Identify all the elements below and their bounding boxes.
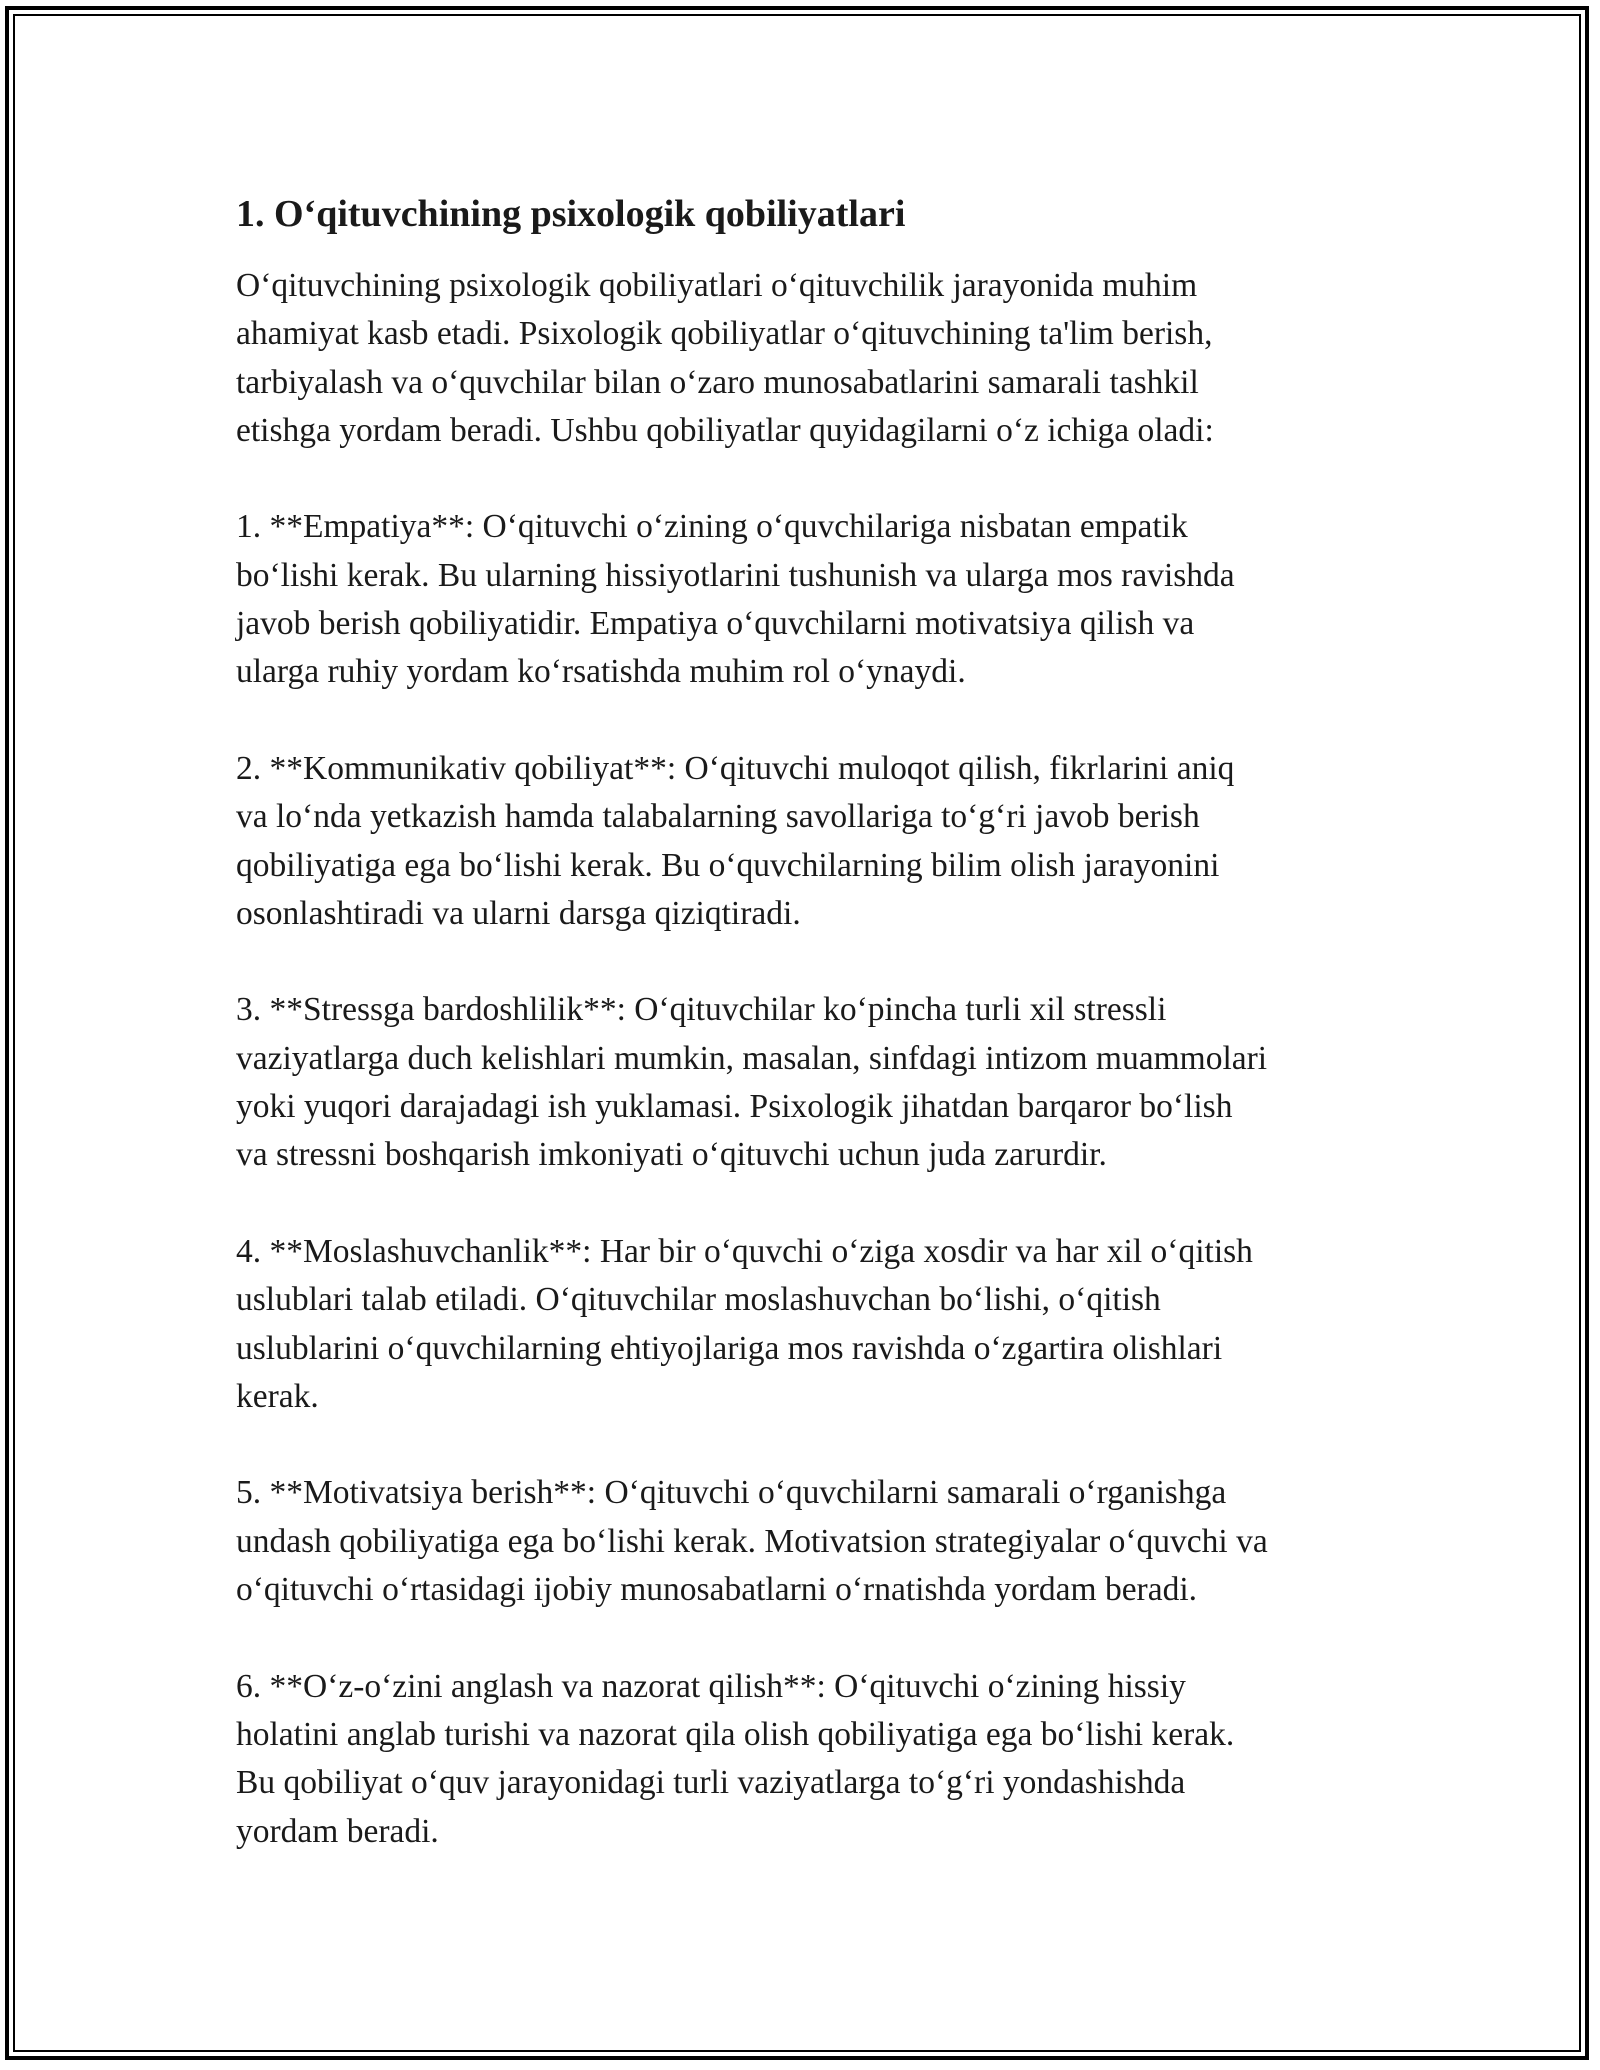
- text-line: osonlashtiradi va ularni darsga qiziqtiradi.: [236, 894, 801, 932]
- paragraph-spacer: [236, 697, 1376, 745]
- paragraph-spacer: [236, 1614, 1376, 1662]
- list-item-paragraph: [236, 1469, 1376, 1614]
- text-line: 3. **Stressga bardoshlilik**: O‘qituvchilar ko‘pincha turli xil stressli: [236, 991, 1167, 1029]
- text-line: 2. **Kommunikativ qobiliyat**: O‘qituvchi muloqot qilish, fikrlarini aniq: [236, 749, 1235, 787]
- paragraph-spacer: [236, 455, 1376, 503]
- text-line: va lo‘nda yetkazish hamda talabalarning savollariga to‘g‘ri javob berish: [236, 798, 1200, 836]
- paragraph-spacer: [236, 938, 1376, 986]
- text-line: uslublarini o‘quvchilarning ehtiyojlariga mos ravishda o‘zgartira olishlari: [236, 1329, 1223, 1367]
- text-line: bo‘lishi kerak. Bu ularning hissiyotlarini tushunish va ularga mos ravishda: [236, 556, 1235, 594]
- text-line: kerak.: [236, 1377, 319, 1415]
- text-line: yordam beradi.: [236, 1812, 439, 1850]
- text-line: qobiliyatiga ega bo‘lishi kerak. Bu o‘quvchilarning bilim olish jarayonini: [236, 846, 1220, 884]
- text-line: vaziyatlarga duch kelishlari mumkin, masalan, sinfdagi intizom muammolari: [236, 1039, 1268, 1077]
- text-line: 5. **Motivatsiya berish**: O‘qituvchi o‘quvchilarni samarali o‘rganishga: [236, 1474, 1227, 1512]
- text-line: etishga yordam beradi. Ushbu qobiliyatlar quyidagilarni o‘z ichiga oladi:: [236, 411, 1214, 449]
- text-line: Bu qobiliyat o‘quv jarayonidagi turli vaziyatlarga to‘g‘ri yondashishda: [236, 1764, 1186, 1802]
- text-line: 1. **Empatiya**: O‘qituvchi o‘zining o‘quvchilariga nisbatan empatik: [236, 508, 1188, 546]
- text-line: undash qobiliyatiga ega bo‘lishi kerak. Motivatsion strategiyalar o‘quvchi va: [236, 1522, 1268, 1560]
- text-line: 6. **O‘z-o‘zini anglash va nazorat qilish**: O‘qituvchi o‘zining hissiy: [236, 1667, 1186, 1705]
- paragraph-spacer: [236, 1180, 1376, 1228]
- text-line: va stressni boshqarish imkoniyati o‘qituvchi uchun juda zarurdir.: [236, 1136, 1107, 1174]
- document-body: [236, 185, 1376, 1856]
- paragraph-spacer: [236, 1421, 1376, 1469]
- list-item-paragraph: [236, 503, 1376, 696]
- text-line: yoki yuqori darajadagi ish yuklamasi. Psixologik jihatdan barqaror bo‘lish: [236, 1088, 1233, 1126]
- list-item-paragraph: [236, 745, 1376, 938]
- paragraph-list: [236, 262, 1376, 1856]
- list-item-paragraph: [236, 1663, 1376, 1856]
- text-line: javob berish qobiliyatidir. Empatiya o‘quvchilarni motivatsiya qilish va: [236, 605, 1195, 643]
- text-line: holatini anglab turishi va nazorat qila olish qobiliyatiga ega bo‘lishi kerak.: [236, 1715, 1235, 1753]
- document-title: 1. O‘qituvchining psixologik qobiliyatlari: [236, 193, 906, 235]
- intro-paragraph: [236, 262, 1376, 455]
- text-line: 4. **Moslashuvchanlik**: Har bir o‘quvchi o‘ziga xosdir va har xil o‘qitish: [236, 1232, 1253, 1270]
- list-item-paragraph: [236, 1228, 1376, 1421]
- text-line: uslublari talab etiladi. O‘qituvchilar moslashuvchan bo‘lishi, o‘qitish: [236, 1281, 1161, 1319]
- text-line: ahamiyat kasb etadi. Psixologik qobiliyatlar o‘qituvchining ta'lim berish,: [236, 315, 1213, 353]
- text-line: O‘qituvchining psixologik qobiliyatlari o‘qituvchilik jarayonida muhim: [236, 267, 1198, 304]
- list-item-paragraph: [236, 986, 1376, 1179]
- text-line: o‘qituvchi o‘rtasidagi ijobiy munosabatlarni o‘rnatishda yordam beradi.: [236, 1571, 1198, 1609]
- text-line: tarbiyalash va o‘quvchilar bilan o‘zaro munosabatlarini samarali tashkil: [236, 363, 1199, 401]
- text-line: ularga ruhiy yordam ko‘rsatishda muhim rol o‘ynaydi.: [236, 653, 966, 691]
